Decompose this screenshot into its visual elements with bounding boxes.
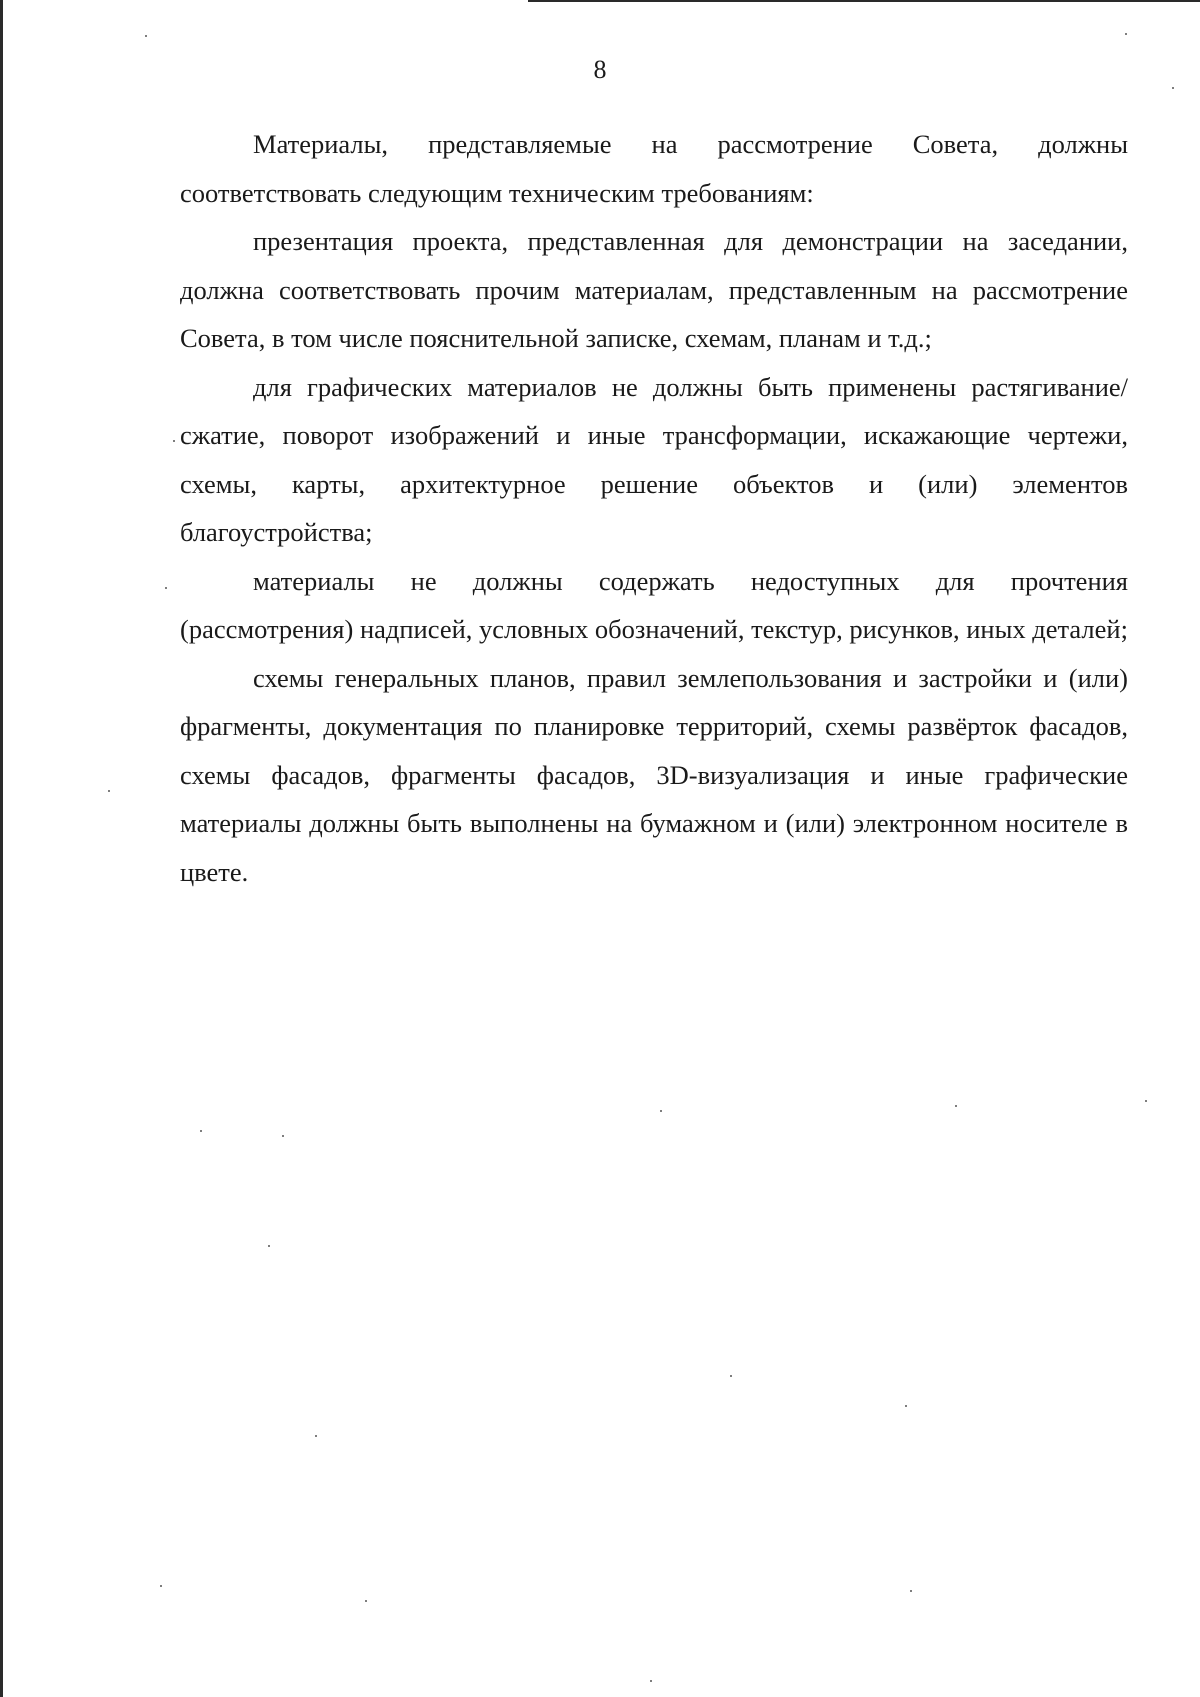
scan-speck — [108, 790, 110, 792]
scan-top-edge — [528, 0, 1200, 2]
scan-speck — [730, 1375, 732, 1377]
scan-speck — [160, 1585, 162, 1587]
paragraph-readability: материалы не должны содержать недоступных для прочтения (рассмотрения) надписей, условных обозначений, текстур, рисунков, иных деталей; — [180, 565, 1128, 644]
paragraph-presentation: презентация проекта, представленная для демонстрации на заседании, должна соответствовать прочим материалам, представленным на рассмотрение Совета, в том числе пояснительной записке, схемам, планам и т.д.; — [180, 226, 1128, 353]
scan-speck — [173, 440, 175, 442]
paragraph-intro: Материалы, представляемые на рассмотрение Совета, должны соответствовать следующим техническим требованиям: — [180, 129, 1128, 208]
scan-speck — [282, 1135, 284, 1137]
scan-speck — [650, 1680, 652, 1682]
scan-speck — [955, 1105, 957, 1107]
scan-speck — [1145, 1100, 1147, 1102]
scan-speck — [910, 1590, 912, 1592]
paragraph-graphics: для графических материалов не должны быть применены растягивание/сжатие, поворот изображений и иные трансформации, искажающие чертежи, схемы, карты, архитектурное решение объектов и (или) элементов благоустройства; — [180, 371, 1128, 547]
scan-speck — [200, 1130, 202, 1132]
paragraph-schemes: схемы генеральных планов, правил землепользования и застройки и (или) фрагменты, документация по планировке территорий, схемы развёрток фасадов, схемы фасадов, фрагменты фасадов, 3D-визуализация и иные графические материалы должны быть выполнены на бумажном и (или) электронном носителе в цвете. — [180, 662, 1128, 887]
scan-speck — [268, 1245, 270, 1247]
scan-speck — [315, 1435, 317, 1437]
scan-speck — [365, 1600, 367, 1602]
scan-speck — [145, 35, 147, 37]
scan-speck — [905, 1405, 907, 1407]
document-body — [180, 120, 1128, 896]
scan-speck — [660, 1110, 662, 1112]
scan-speck — [1172, 87, 1174, 89]
scan-left-edge — [0, 0, 3, 1697]
page-number: 8 — [593, 55, 607, 84]
scan-speck — [1125, 33, 1127, 35]
scan-speck — [165, 587, 167, 589]
